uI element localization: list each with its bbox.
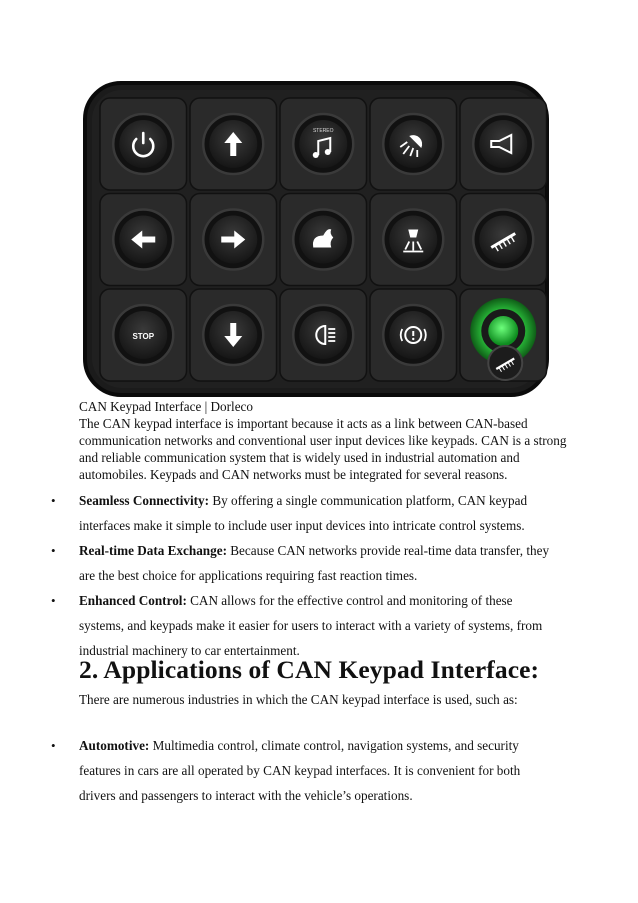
keypad-key [190, 98, 277, 190]
bullet-term: Real-time Data Exchange: [79, 543, 227, 558]
bullet-icon: • [51, 738, 56, 753]
bullet-term: Seamless Connectivity: [79, 493, 210, 508]
keypad-photo [82, 80, 550, 398]
keypad-key [280, 289, 367, 381]
svg-text:STEREO: STEREO [312, 128, 334, 134]
bullet-term: Automotive: [79, 738, 150, 753]
list-item [0, 538, 559, 588]
keypad-key [280, 194, 367, 286]
keypad-key [280, 98, 367, 190]
bullet-icon: • [51, 543, 56, 558]
svg-text:STOP: STOP [132, 332, 155, 341]
bullet-icon: • [51, 493, 56, 508]
keypad-key [100, 289, 187, 381]
bullet-text: CAN allows for the effective control and monitoring of these systems, and keypads make it easier for users to interact with a variety of systems, from industrial machinery to car entertainment. [79, 593, 543, 658]
keypad-key [460, 289, 547, 381]
keypad-key [370, 289, 457, 381]
keypad-key [460, 194, 547, 286]
bullet-icon: • [51, 593, 56, 608]
keypad-key [370, 194, 457, 286]
keypad-key [190, 194, 277, 286]
intro-paragraph: The CAN keypad interface is important because it acts as a link between CAN-based communication networks and conventional user input devices like keypads. CAN is a strong and reliable communication system that is widely used in industrial automation and automobiles. Keypads and CAN networks must be integrated for several reasons. [79, 416, 567, 482]
image-caption: CAN Keypad Interface | Dorleco [79, 399, 254, 414]
keypad-key [100, 98, 187, 190]
reasons-list [0, 488, 638, 663]
applications-list [0, 733, 638, 808]
section-heading: 2. Applications of CAN Keypad Interface: [79, 655, 540, 684]
bullet-term: Enhanced Control: [79, 593, 187, 608]
list-item [0, 588, 559, 663]
section-intro: There are numerous industries in which the CAN keypad interface is used, such as: [79, 692, 518, 707]
list-item [0, 733, 559, 808]
list-item [0, 488, 559, 538]
keypad-key [190, 289, 277, 381]
intro-text [79, 415, 569, 483]
bullet-text: Multimedia control, climate control, navigation systems, and security features in cars are all operated by CAN keypad interfaces. It is convenient for both drivers and passengers to interact with the vehicle’s operations. [79, 738, 521, 803]
bullet-text: By offering a single communication platform, CAN keypad interfaces make it simple to include user input devices into intricate control systems. [79, 493, 528, 533]
keypad-key [370, 98, 457, 190]
stop-icon [132, 332, 154, 341]
keypad-key [100, 194, 187, 286]
bullet-text: Because CAN networks provide real-time data transfer, they are the best choice for applications requiring fast reaction times. [79, 543, 550, 583]
keypad-key [460, 98, 547, 190]
